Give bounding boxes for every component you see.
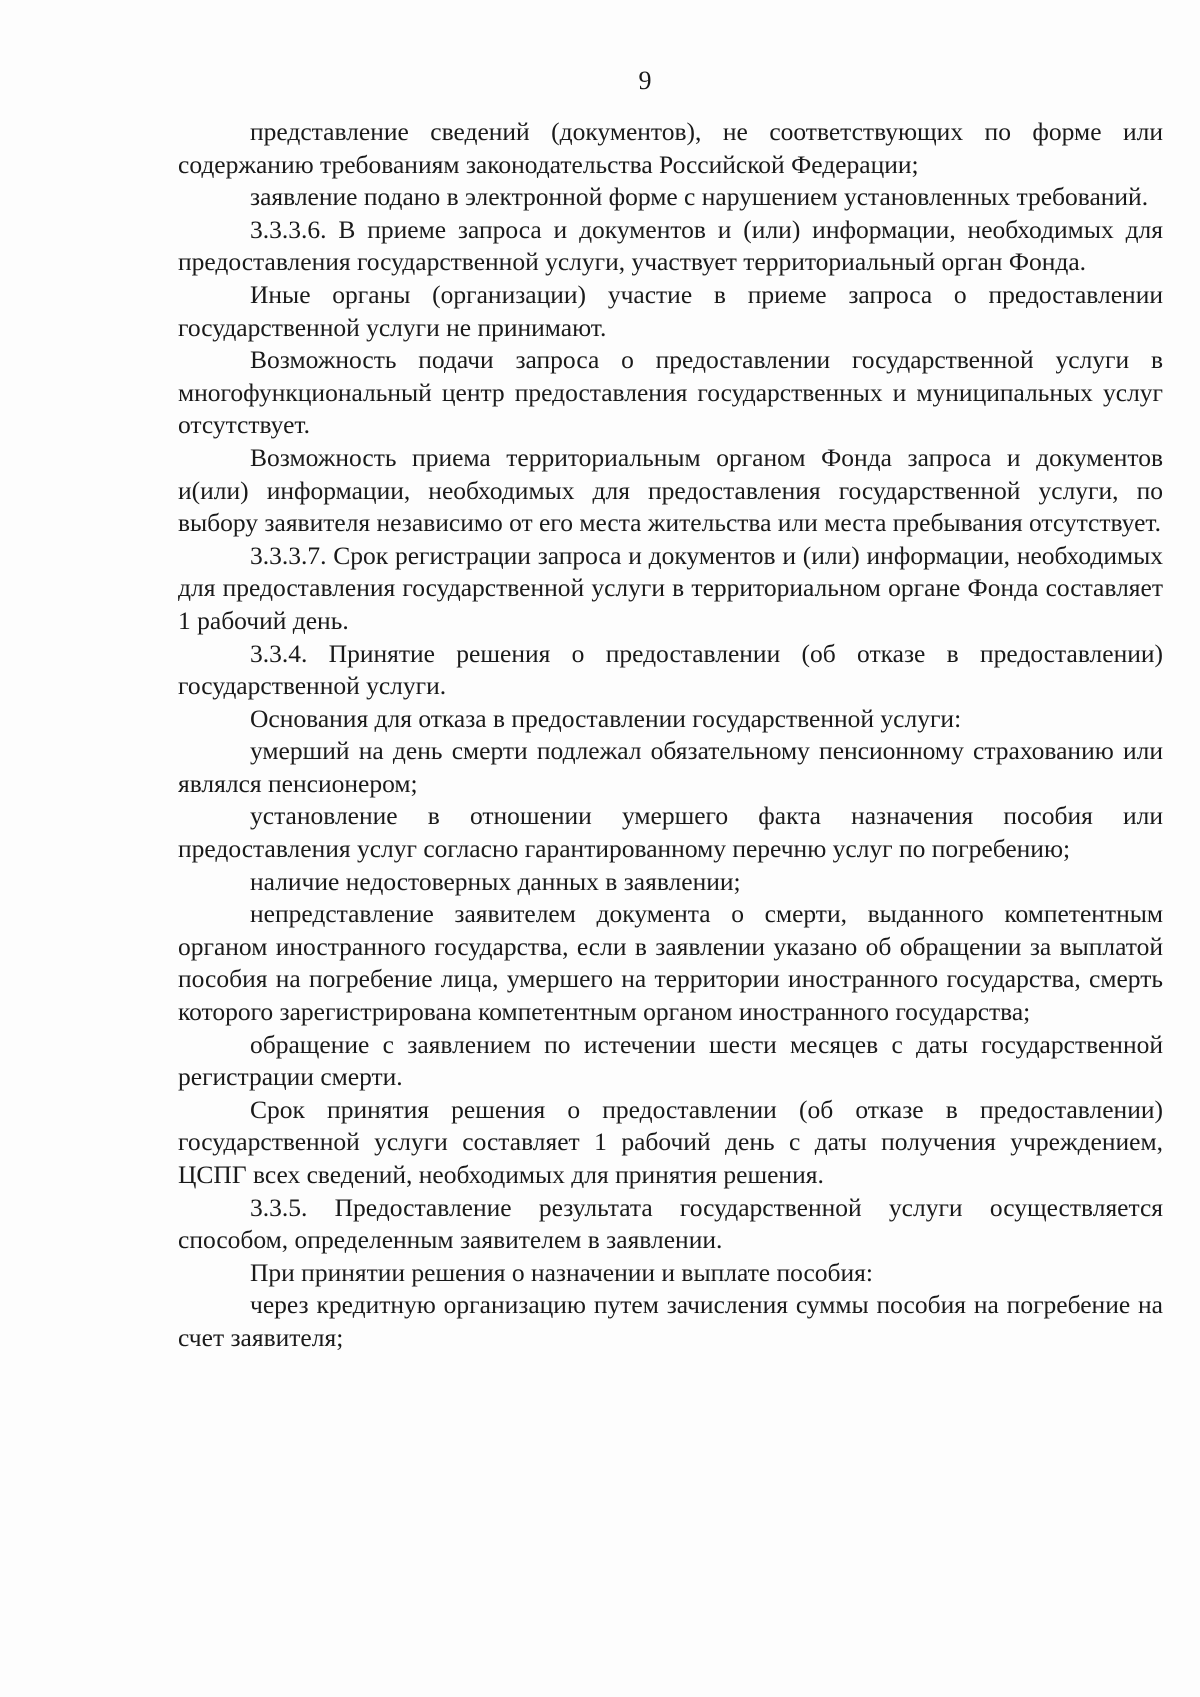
paragraph-decision-term: Срок принятия решения о предоставлении (об отказе в предоставлении) государственной услуги составляет 1 рабочий день с даты получения учреждением, ЦСПГ всех сведений, необходимых для принятия решения. [178,1094,1163,1189]
paragraph-extraterritorial-possibility: Возможность приема территориальным органом Фонда запроса и документов и(или) информации, необходимых для предоставления государственной услуги, по выбору заявителя независимо от его места жительства или места пребывания отсутствует. [178,442,1163,538]
paragraph-refusal-grounds: Основания для отказа в предоставлении государственной услуги: [250,703,962,733]
paragraph-3-3-3-6: 3.3.3.6. В приеме запроса и документов и (или) информации, необходимых для предоставления государственной услуги, участвует территориальный орган Фонда. [178,214,1163,277]
paragraph-electronic-form-violation: заявление подано в электронной форме с нарушением установленных требований. [250,182,1149,212]
list-item-unreliable-data: наличие недостоверных данных в заявлении; [250,866,741,896]
list-item-foreign-death-document: непредставление заявителем документа о смерти, выданного компетентным органом иностранного государства, если в заявлении указано об обращении за выплатой пособия на погребение лица, умершего на территории иностранного государства, смерть которого зарегистрирована компетентным органом иностранного государства; [178,899,1163,1027]
list-item-benefit-already-assigned: установление в отношении умершего факта назначения пособия или предоставления услуг согласно гарантированному перечню услуг по погребению; [178,801,1163,864]
paragraph-mfc-possibility: Возможность подачи запроса о предоставлении государственной услуги в многофункциональный центр предоставления государственных и муниципальных услуг отсутствует. [178,345,1163,440]
paragraph-other-organs: Иные органы (организации) участие в приеме запроса о предоставлении государственной услуги не принимают. [178,279,1163,342]
list-item-credit-organization: через кредитную организацию путем зачисления суммы пособия на погребение на счет заявителя; [178,1290,1163,1352]
paragraph-3-3-3-7: 3.3.3.7. Срок регистрации запроса и документов и (или) информации, необходимых для предоставления государственной услуги в территориальном органе Фонда составляет 1 рабочий день. [178,540,1163,635]
list-item-six-months-expired: обращение с заявлением по истечении шести месяцев с даты государственной регистрации смерти. [178,1029,1163,1092]
document-body [178,116,1163,1355]
paragraph-3-3-4: 3.3.4. Принятие решения о предоставлении (об отказе в предоставлении) государственной услуги. [178,638,1163,701]
page-number: 9 [638,66,652,95]
list-item-insured-deceased: умерший на день смерти подлежал обязательному пенсионному страхованию или являлся пенсионером; [178,736,1163,798]
paragraph-invalid-documents: представление сведений (документов), не соответствующих по форме или содержанию требованиям законодательства Российской Федерации; [178,117,1163,179]
paragraph-payment-decision: При принятии решения о назначении и выплате пособия: [250,1257,873,1287]
paragraph-3-3-5: 3.3.5. Предоставление результата государственной услуги осуществляется способом, определенным заявителем в заявлении. [178,1192,1163,1255]
